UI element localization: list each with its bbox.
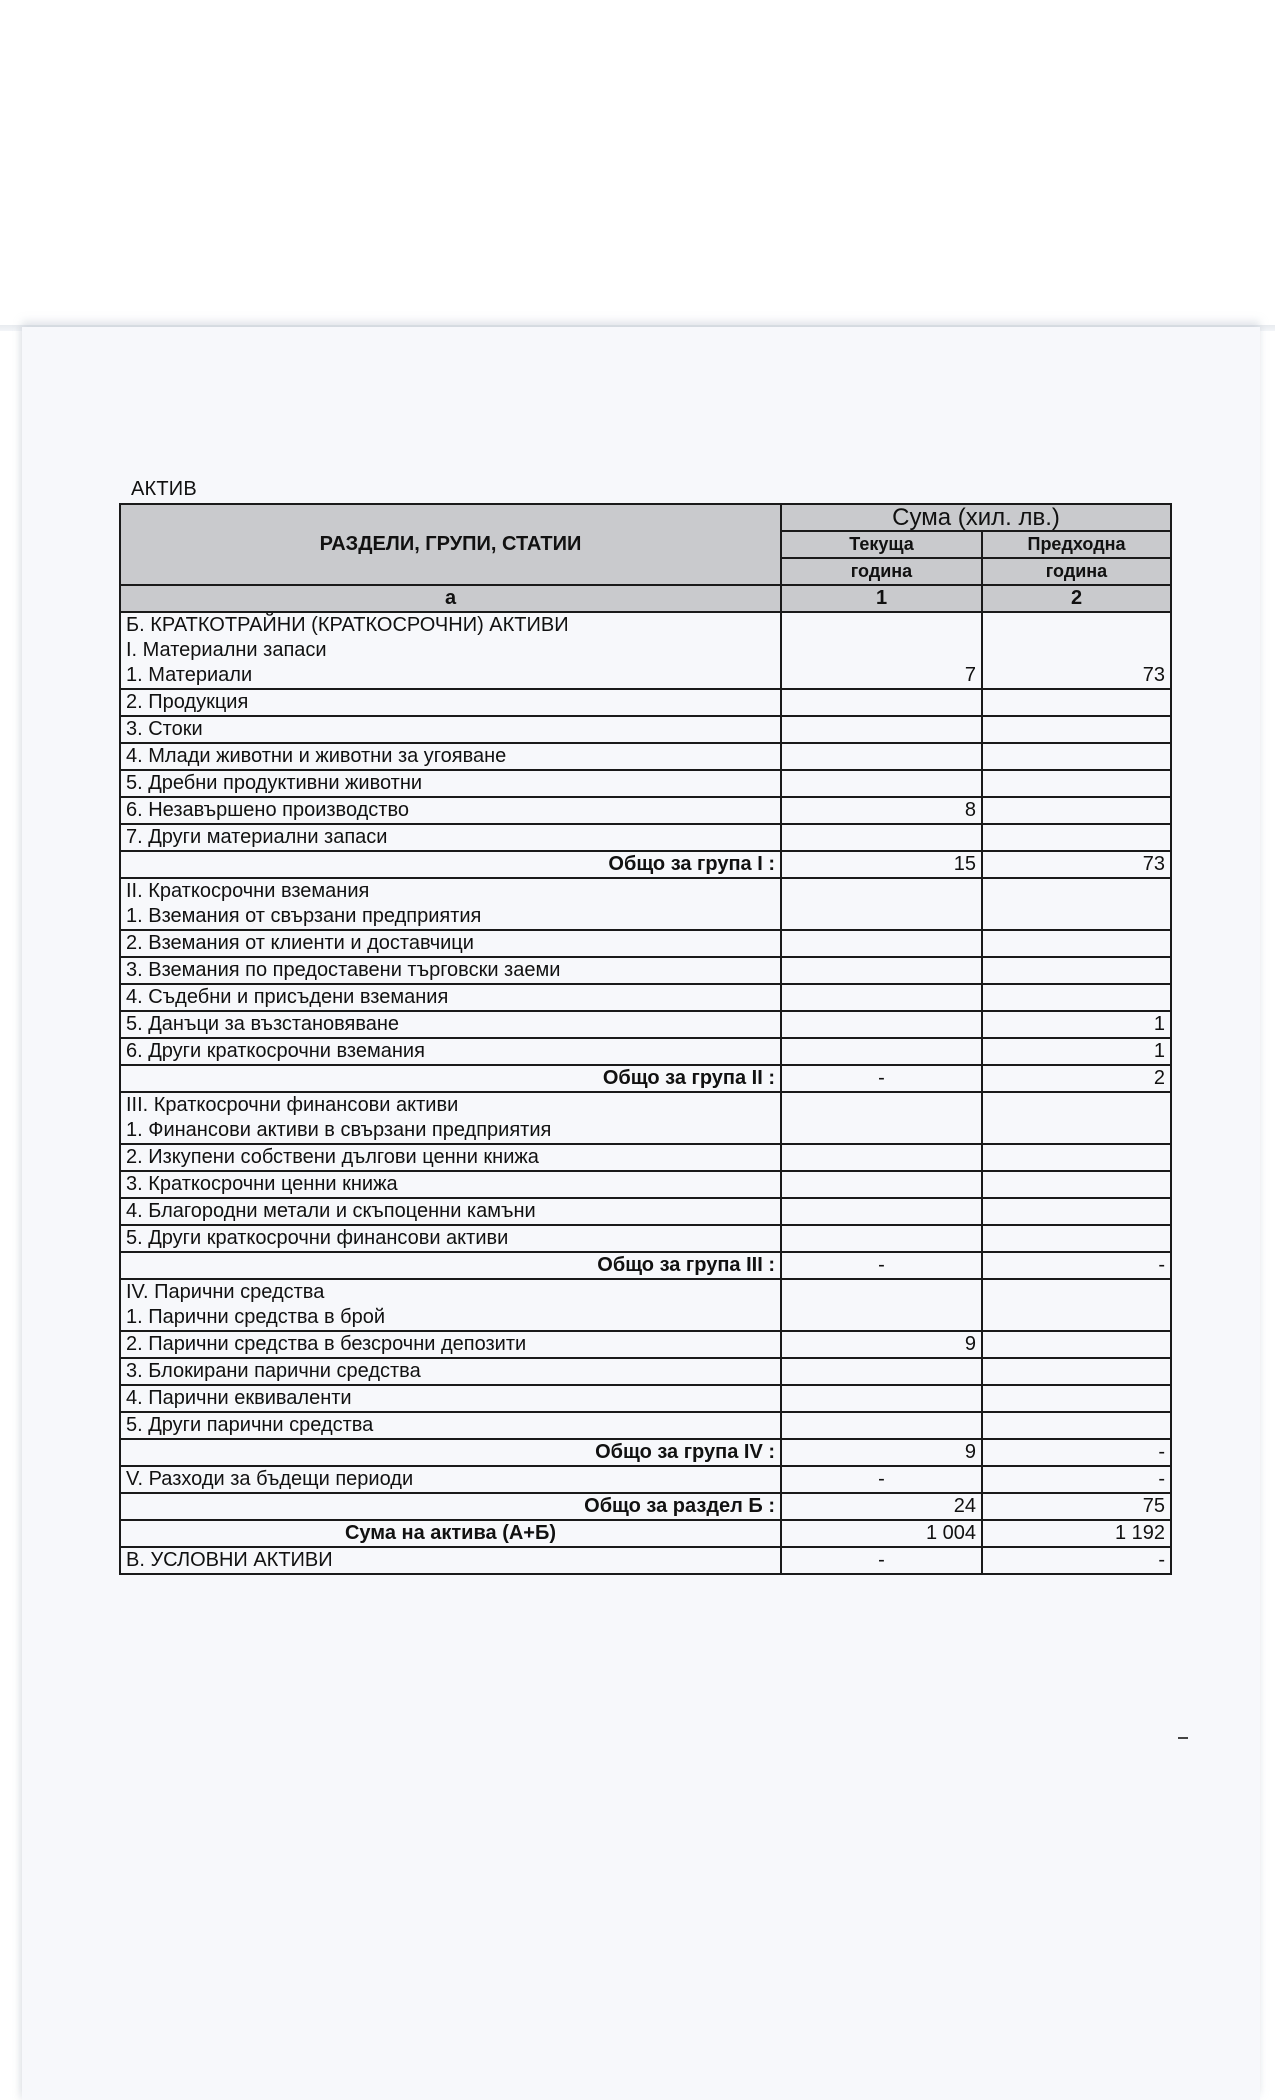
current-year-value xyxy=(781,1144,982,1171)
current-year-value xyxy=(781,1171,982,1198)
previous-year-value xyxy=(982,743,1171,770)
row-label: 3. Блокирани парични средства xyxy=(120,1358,781,1385)
previous-year-value xyxy=(982,1358,1171,1385)
row-label: 1. Парични средства в брой xyxy=(120,1305,781,1331)
row-label: 1. Вземания от свързани предприятия xyxy=(120,904,781,930)
row-label: V. Разходи за бъдещи периоди xyxy=(120,1466,781,1493)
current-year-value: 8 xyxy=(781,797,982,824)
table-row xyxy=(120,851,1171,878)
table-row xyxy=(120,1493,1171,1520)
row-label: 3. Вземания по предоставени търговски заеми xyxy=(120,957,781,984)
table-row xyxy=(120,1358,1171,1385)
current-year-value xyxy=(781,1385,982,1412)
current-year-value xyxy=(781,770,982,797)
table-row xyxy=(120,1011,1171,1038)
table-row xyxy=(120,1065,1171,1092)
row-label: Общо за група II : xyxy=(120,1065,781,1092)
table-row xyxy=(120,1331,1171,1358)
header-sections: РАЗДЕЛИ, ГРУПИ, СТАТИИ xyxy=(120,504,781,585)
current-year-value: - xyxy=(781,1065,982,1092)
previous-year-value: 75 xyxy=(982,1493,1171,1520)
table-row xyxy=(120,1038,1171,1065)
header-previous-year-line1: Предходна xyxy=(982,531,1171,558)
row-label: Общо за раздел Б : xyxy=(120,1493,781,1520)
current-year-value: 9 xyxy=(781,1331,982,1358)
table-row xyxy=(120,984,1171,1011)
row-label: 5. Дребни продуктивни животни xyxy=(120,770,781,797)
row-label: 1. Материали xyxy=(120,663,781,689)
previous-year-value xyxy=(982,878,1171,904)
previous-year-value: 1 xyxy=(982,1011,1171,1038)
table-row xyxy=(120,1466,1171,1493)
current-year-value: - xyxy=(781,1466,982,1493)
table-row xyxy=(120,824,1171,851)
previous-year-value xyxy=(982,1279,1171,1305)
row-label: 3. Краткосрочни ценни книжа xyxy=(120,1171,781,1198)
row-label: II. Краткосрочни вземания xyxy=(120,878,781,904)
header-previous-year-line2: година xyxy=(982,558,1171,585)
current-year-value xyxy=(781,1118,982,1144)
table-row xyxy=(120,770,1171,797)
table-row xyxy=(120,1171,1171,1198)
previous-year-value: 73 xyxy=(982,851,1171,878)
header-index-1: 1 xyxy=(781,585,982,612)
current-year-value xyxy=(781,957,982,984)
table-row xyxy=(120,878,1171,904)
current-year-value xyxy=(781,1198,982,1225)
table-row xyxy=(120,716,1171,743)
previous-year-value xyxy=(982,1198,1171,1225)
current-year-value xyxy=(781,1011,982,1038)
table-row xyxy=(120,612,1171,638)
table-row xyxy=(120,1225,1171,1252)
header-current-year-line2: година xyxy=(781,558,982,585)
current-year-value: 7 xyxy=(781,663,982,689)
previous-year-value xyxy=(982,1171,1171,1198)
previous-year-value: - xyxy=(982,1252,1171,1279)
table-row xyxy=(120,1198,1171,1225)
row-label: 4. Благородни метали и скъпоценни камъни xyxy=(120,1198,781,1225)
table-row xyxy=(120,1118,1171,1144)
previous-year-value xyxy=(982,1305,1171,1331)
current-year-value xyxy=(781,930,982,957)
row-label: 2. Вземания от клиенти и доставчици xyxy=(120,930,781,957)
table-row xyxy=(120,1305,1171,1331)
row-label: IV. Парични средства xyxy=(120,1279,781,1305)
current-year-value xyxy=(781,984,982,1011)
current-year-value: - xyxy=(781,1252,982,1279)
previous-year-value xyxy=(982,1331,1171,1358)
previous-year-value xyxy=(982,716,1171,743)
row-label: 5. Данъци за възстановяване xyxy=(120,1011,781,1038)
row-label: В. УСЛОВНИ АКТИВИ xyxy=(120,1547,781,1574)
previous-year-value xyxy=(982,689,1171,716)
table-row xyxy=(120,743,1171,770)
table-row xyxy=(120,904,1171,930)
row-label: 4. Млади животни и животни за угояване xyxy=(120,743,781,770)
header-index-a: а xyxy=(120,585,781,612)
previous-year-value xyxy=(982,984,1171,1011)
previous-year-value xyxy=(982,1225,1171,1252)
row-label: 6. Незавършено производство xyxy=(120,797,781,824)
previous-year-value xyxy=(982,1092,1171,1118)
current-year-value: 24 xyxy=(781,1493,982,1520)
row-label: 7. Други материални запаси xyxy=(120,824,781,851)
table-row xyxy=(120,1252,1171,1279)
table-row xyxy=(120,1092,1171,1118)
previous-year-value: - xyxy=(982,1439,1171,1466)
previous-year-value xyxy=(982,1412,1171,1439)
previous-year-value: - xyxy=(982,1547,1171,1574)
previous-year-value xyxy=(982,824,1171,851)
current-year-value xyxy=(781,878,982,904)
row-label: Общо за група III : xyxy=(120,1252,781,1279)
previous-year-value: 1 192 xyxy=(982,1520,1171,1547)
table-row xyxy=(120,1279,1171,1305)
current-year-value xyxy=(781,689,982,716)
header-index-2: 2 xyxy=(982,585,1171,612)
current-year-value xyxy=(781,1038,982,1065)
row-label: 4. Съдебни и присъдени вземания xyxy=(120,984,781,1011)
previous-year-value: 73 xyxy=(982,663,1171,689)
previous-year-value: 1 xyxy=(982,1038,1171,1065)
previous-year-value xyxy=(982,612,1171,638)
row-label: Общо за група IV : xyxy=(120,1439,781,1466)
table-row xyxy=(120,797,1171,824)
current-year-value xyxy=(781,1092,982,1118)
current-year-value xyxy=(781,1305,982,1331)
table-body xyxy=(120,612,1171,1574)
previous-year-value: - xyxy=(982,1466,1171,1493)
current-year-value xyxy=(781,638,982,663)
row-label: 6. Други краткосрочни вземания xyxy=(120,1038,781,1065)
balance-sheet-table xyxy=(119,503,1172,1575)
table-row xyxy=(120,930,1171,957)
current-year-value xyxy=(781,716,982,743)
table-row xyxy=(120,1412,1171,1439)
current-year-value xyxy=(781,612,982,638)
row-label: 2. Парични средства в безсрочни депозити xyxy=(120,1331,781,1358)
previous-year-value xyxy=(982,930,1171,957)
row-label: Сума на актива (А+Б) xyxy=(120,1520,781,1547)
header-current-year-line1: Текуща xyxy=(781,531,982,558)
row-label: 1. Финансови активи в свързани предприятия xyxy=(120,1118,781,1144)
row-label: Общо за група I : xyxy=(120,851,781,878)
previous-year-value xyxy=(982,904,1171,930)
header-amount: Сума (хил. лв.) xyxy=(781,504,1171,531)
table-row xyxy=(120,1144,1171,1171)
previous-year-value: 2 xyxy=(982,1065,1171,1092)
table-row xyxy=(120,663,1171,689)
current-year-value: 9 xyxy=(781,1439,982,1466)
previous-year-value xyxy=(982,770,1171,797)
row-label: 4. Парични еквиваленти xyxy=(120,1385,781,1412)
scan-speck xyxy=(1178,1737,1188,1739)
previous-year-value xyxy=(982,957,1171,984)
current-year-value: - xyxy=(781,1547,982,1574)
current-year-value xyxy=(781,904,982,930)
current-year-value: 15 xyxy=(781,851,982,878)
row-label: 2. Изкупени собствени дългови ценни книжа xyxy=(120,1144,781,1171)
row-label: Б. КРАТКОТРАЙНИ (КРАТКОСРОЧНИ) АКТИВИ xyxy=(120,612,781,638)
current-year-value xyxy=(781,824,982,851)
table-row xyxy=(120,638,1171,663)
table-row xyxy=(120,1385,1171,1412)
previous-year-value xyxy=(982,1144,1171,1171)
current-year-value: 1 004 xyxy=(781,1520,982,1547)
current-year-value xyxy=(781,1412,982,1439)
document-title: АКТИВ xyxy=(131,478,197,500)
table-row xyxy=(120,1439,1171,1466)
row-label: 2. Продукция xyxy=(120,689,781,716)
current-year-value xyxy=(781,1225,982,1252)
current-year-value xyxy=(781,1358,982,1385)
current-year-value xyxy=(781,1279,982,1305)
row-label: 3. Стоки xyxy=(120,716,781,743)
row-label: 5. Други парични средства xyxy=(120,1412,781,1439)
table-row xyxy=(120,689,1171,716)
table-row xyxy=(120,1520,1171,1547)
row-label: III. Краткосрочни финансови активи xyxy=(120,1092,781,1118)
previous-year-value xyxy=(982,1385,1171,1412)
table-row xyxy=(120,957,1171,984)
row-label: I. Материални запаси xyxy=(120,638,781,663)
current-year-value xyxy=(781,743,982,770)
previous-year-value xyxy=(982,1118,1171,1144)
table-row xyxy=(120,1547,1171,1574)
row-label: 5. Други краткосрочни финансови активи xyxy=(120,1225,781,1252)
previous-year-value xyxy=(982,797,1171,824)
previous-year-value xyxy=(982,638,1171,663)
